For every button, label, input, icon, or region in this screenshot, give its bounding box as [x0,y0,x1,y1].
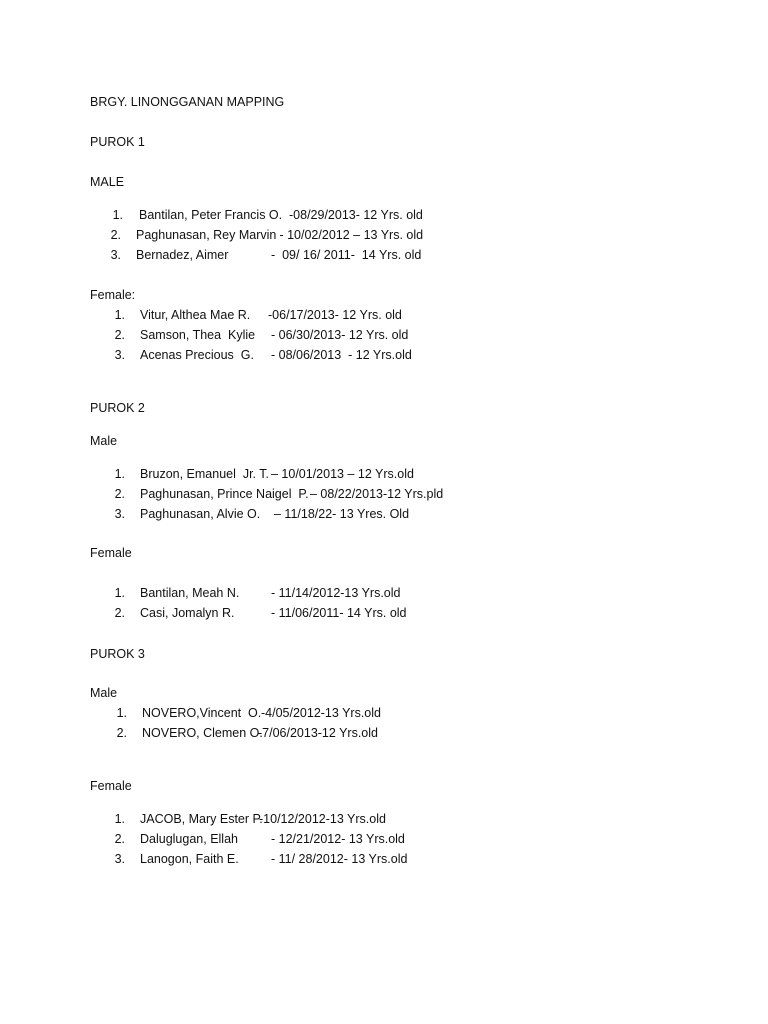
entry-info: - 09/ 16/ 2011- 14 Yrs. old [271,248,422,262]
entry-info: - 12/21/2012- 13 Yrs.old [271,832,405,846]
entry-name: Vitur, Althea Mae R. [140,308,251,322]
list-number: 1. [116,706,127,720]
entry-info: - 11/14/2012-13 Yrs.old [271,586,401,600]
list-number: 1. [114,586,125,600]
entry-name: Acenas Precious G. [140,348,254,362]
list-number: 3. [114,507,125,521]
entry-name: Bantilan, Peter Francis O. [139,208,283,222]
entry-info: -08/29/2013- 12 Yrs. old [289,208,423,222]
group-heading-male: MALE [90,175,125,189]
entry-info: -06/17/2013- 12 Yrs. old [268,308,402,322]
entry-name: Daluglugan, Ellah [140,832,238,846]
entry-name: NOVERO, Clemen O. [142,726,263,740]
entry-name: Bruzon, Emanuel Jr. T. [140,467,269,481]
entry-info: -7/06/2013-12 Yrs.old [258,726,378,740]
list-number: 2. [114,606,125,620]
entry-name: Bantilan, Meah N. [140,586,240,600]
list-number: 2. [114,487,125,501]
list-number: 2. [110,228,121,242]
list-number: 1. [114,812,125,826]
list-number: 3. [114,348,125,362]
document-title: BRGY. LINONGGANAN MAPPING [90,95,285,109]
group-heading-male: Male [90,686,118,700]
purok-heading: PUROK 2 [90,401,145,415]
entry-info: - 06/30/2013- 12 Yrs. old [271,328,409,342]
list-number: 2. [116,726,127,740]
entry-name: Lanogon, Faith E. [140,852,239,866]
entry-name: NOVERO,Vincent O. [142,706,262,720]
entry-name: Casi, Jomalyn R. [140,606,235,620]
list-number: 2. [114,328,125,342]
entry-name: Paghunasan, Alvie O. [140,507,261,521]
entry-name: JACOB, Mary Ester P. [140,812,263,826]
list-number: 3. [110,248,121,262]
entry-info: - 11/ 28/2012- 13 Yrs.old [271,852,408,866]
entry-info: - 08/06/2013 - 12 Yrs.old [271,348,412,362]
list-number: 2. [114,832,125,846]
list-number: 1. [114,467,125,481]
purok-heading: PUROK 1 [90,135,145,149]
entry-name: Samson, Thea Kylie [140,328,256,342]
group-heading-female: Female [90,546,132,560]
group-heading-male: Male [90,434,118,448]
list-number: 3. [114,852,125,866]
entry-info: – 11/18/22- 13 Yres. Old [274,507,410,521]
list-number: 1. [112,208,123,222]
entry-info: - 10/02/2012 – 13 Yrs. old [276,228,424,242]
entry-name: Bernadez, Aimer [136,248,229,262]
entry-info: - 11/06/2011- 14 Yrs. old [271,606,407,620]
group-heading-female: Female [90,779,132,793]
group-heading-female: Female: [90,288,136,302]
entry-name: Paghunasan, Rey Marvin [136,228,277,242]
list-number: 1. [114,308,125,322]
purok-heading: PUROK 3 [90,647,145,661]
entry-info: -4/05/2012-13 Yrs.old [261,706,381,720]
entry-name: Paghunasan, Prince Naigel P. [140,487,309,501]
entry-info: – 10/01/2013 – 12 Yrs.old [271,467,414,481]
entry-info: – 08/22/2013-12 Yrs.pld [310,487,444,501]
entry-info: -10/12/2012-13 Yrs.old [259,812,386,826]
